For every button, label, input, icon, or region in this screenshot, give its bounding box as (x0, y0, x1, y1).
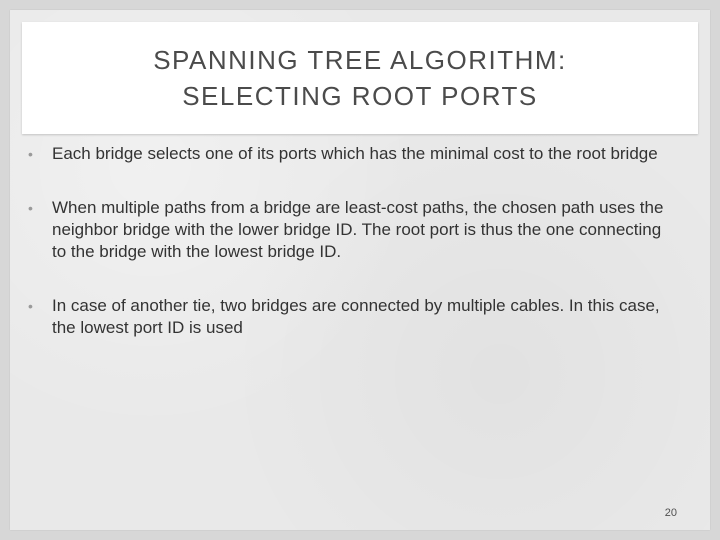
bullet-item-2 (28, 197, 668, 263)
slide (10, 10, 710, 530)
bullet-text-2: When multiple paths from a bridge are least-cost paths, the chosen path uses the neighbor bridge with the lower bridge ID. The root port is thus the one connecting to the bridge with the lowest bridge ID. (52, 198, 664, 261)
bullet-item-3 (28, 295, 668, 339)
bullet-marker-3: • (28, 298, 33, 314)
slide-title-line-1: SPANNING TREE ALGORITHM: (153, 45, 567, 75)
bullet-item-1 (28, 143, 668, 165)
bullet-text-3: In case of another tie, two bridges are connected by multiple cables. In this case, the lowest port ID is used (52, 296, 660, 337)
bullet-marker-1: • (28, 146, 33, 162)
bullet-marker-2: • (28, 200, 33, 216)
bullet-list (28, 143, 668, 339)
bullet-text-1: Each bridge selects one of its ports which has the minimal cost to the root bridge (52, 144, 658, 163)
title-box (22, 22, 698, 134)
page-number: 20 (664, 507, 677, 519)
slide-title-line-2: SELECTING ROOT PORTS (182, 81, 538, 111)
